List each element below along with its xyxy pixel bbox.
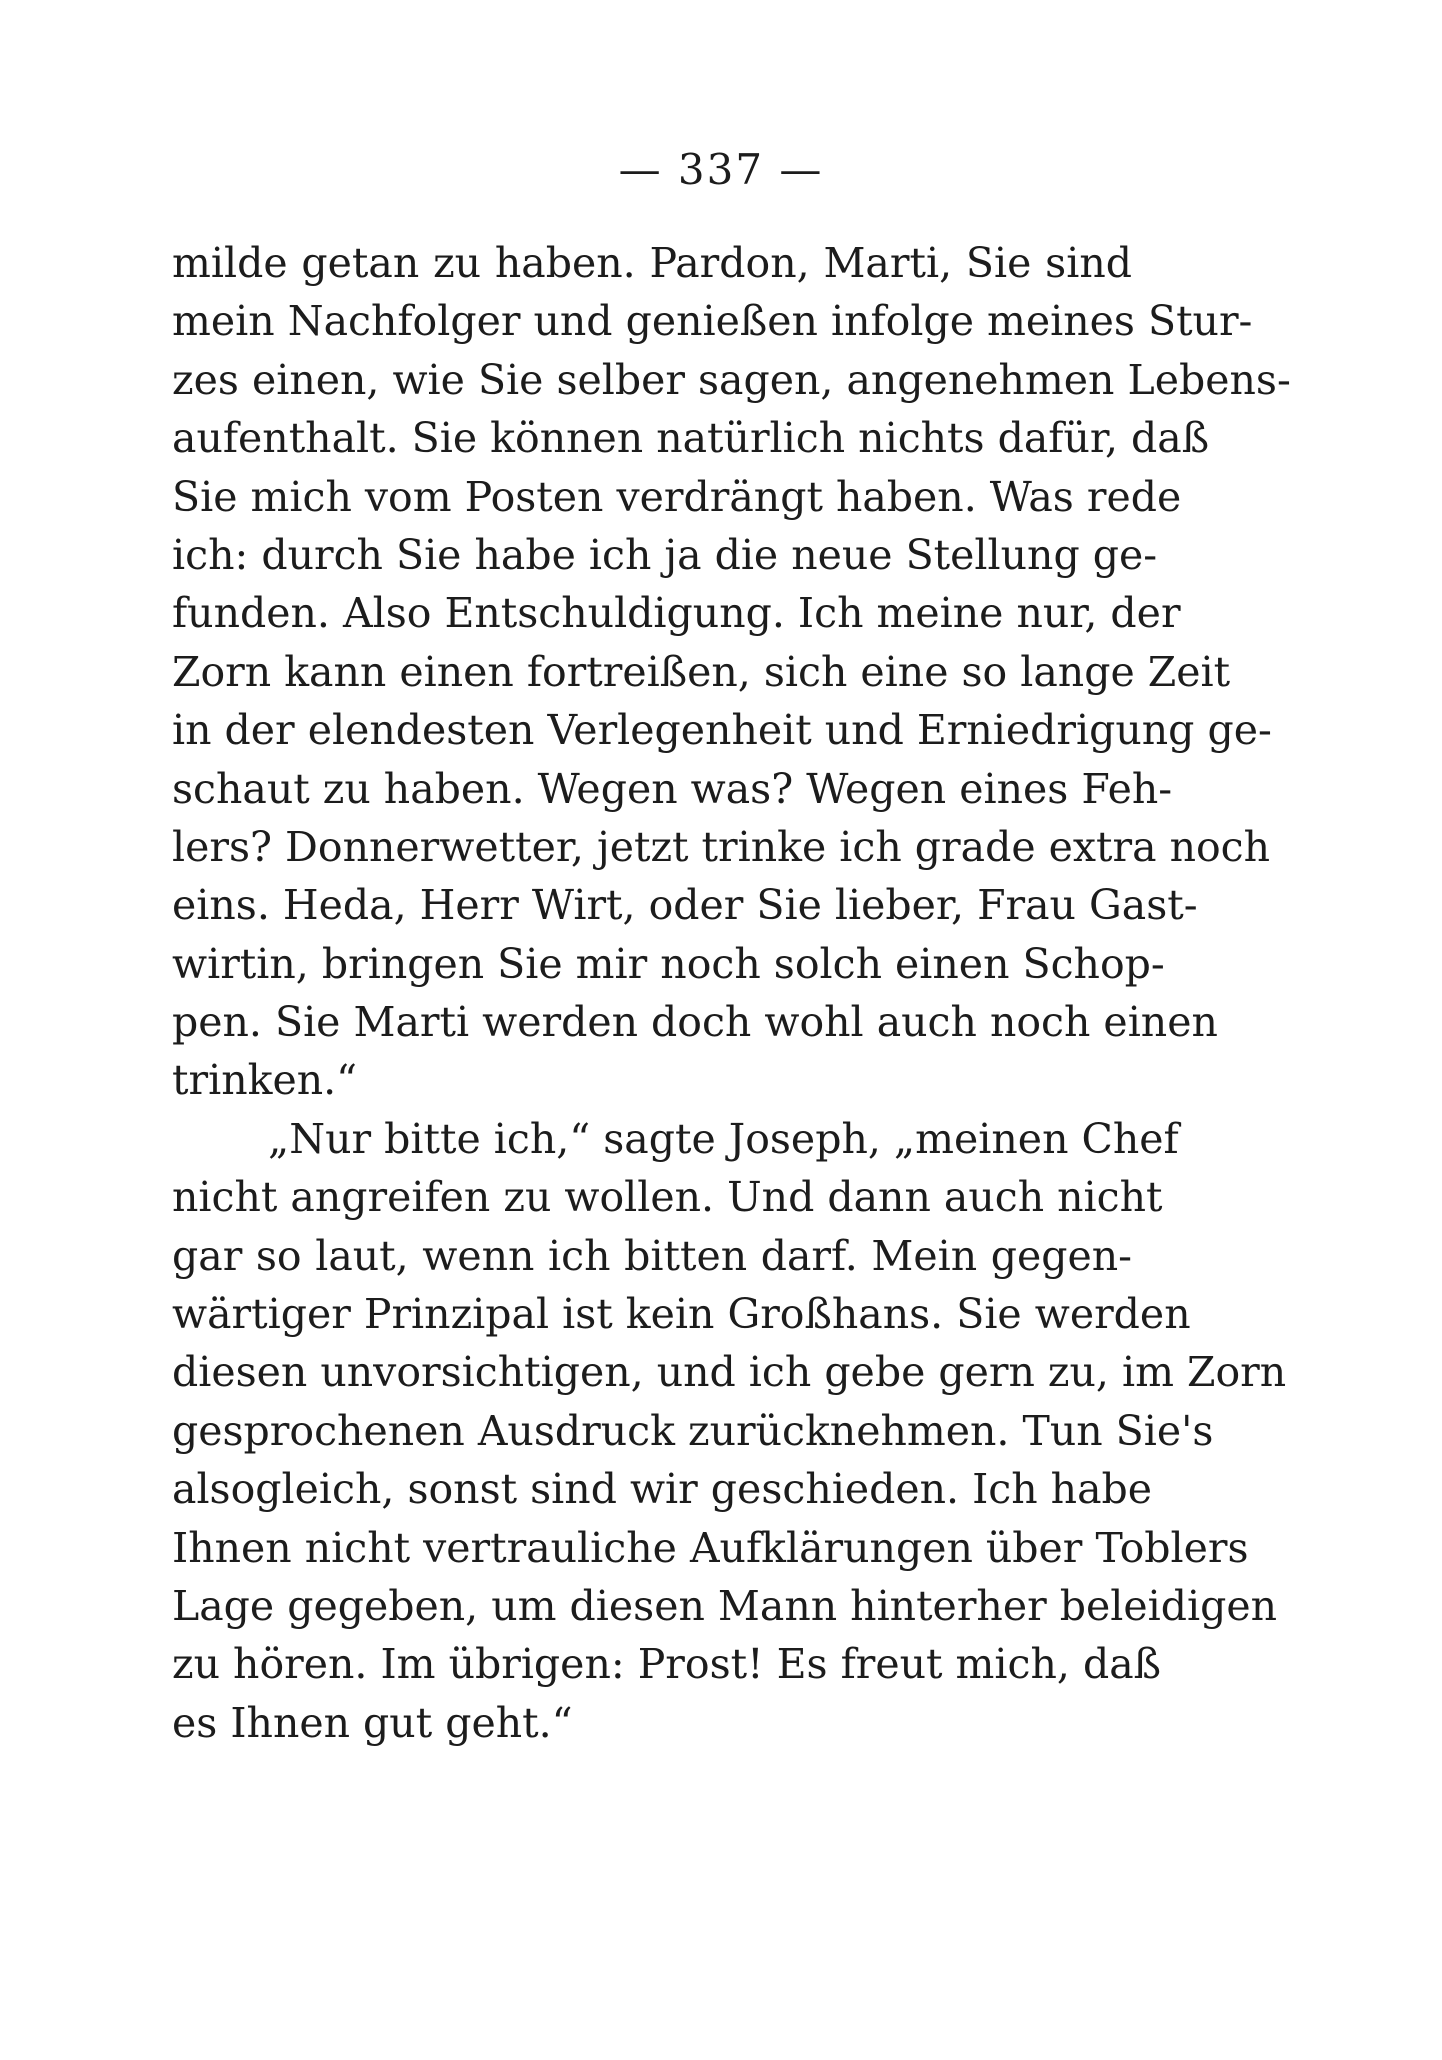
- body-text: [172, 234, 1291, 1752]
- text-line: lers? Donnerwetter, jetzt trinke ich grade extra noch: [172, 822, 1271, 871]
- text-line: gesprochenen Ausdruck zurücknehmen. Tun Sie's: [172, 1406, 1214, 1455]
- paragraph-1: [172, 234, 1291, 1110]
- text-line: wirtin, bringen Sie mir noch solch einen Schop-: [172, 939, 1165, 988]
- text-line: gar so laut, wenn ich bitten darf. Mein gegen-: [172, 1231, 1132, 1280]
- text-line: milde getan zu haben. Pardon, Marti, Sie sind: [172, 239, 1132, 287]
- text-line: ich: durch Sie habe ich ja die neue Stellung ge-: [172, 530, 1158, 579]
- paragraph-2: [172, 1110, 1287, 1752]
- text-line: zes einen, wie Sie selber sagen, angenehmen Lebens-: [172, 355, 1291, 404]
- text-line: wärtiger Prinzipal ist kein Großhans. Sie werden: [172, 1290, 1191, 1339]
- text-line: diesen unvorsichtigen, und ich gebe gern zu, im Zorn: [172, 1348, 1287, 1397]
- text-line: Zorn kann einen fortreißen, sich eine so lange Zeit: [172, 647, 1231, 696]
- text-line: trinken.“: [172, 1056, 358, 1105]
- text-line: alsogleich, sonst sind wir geschieden. Ich habe: [172, 1465, 1153, 1514]
- text-line: eins. Heda, Herr Wirt, oder Sie lieber, Frau Gast-: [172, 881, 1198, 930]
- text-line: zu hören. Im übrigen: Prost! Es freut mich, daß: [172, 1640, 1162, 1689]
- text-line: Lage gegeben, um diesen Mann hinterher beleidigen: [172, 1581, 1277, 1630]
- text-line: aufenthalt. Sie können natürlich nichts dafür, daß: [172, 414, 1210, 463]
- text-line: pen. Sie Marti werden doch wohl auch noch einen: [172, 998, 1218, 1047]
- text-line: funden. Also Entschuldigung. Ich meine nur, der: [172, 589, 1181, 638]
- text-line: in der elendesten Verlegenheit und Erniedrigung ge-: [172, 706, 1272, 755]
- text-line: „Nur bitte ich,“ sagte Joseph, „meinen Chef: [268, 1114, 1179, 1163]
- text-line: schaut zu haben. Wegen was? Wegen eines Feh-: [172, 764, 1173, 813]
- text-line: nicht angreifen zu wollen. Und dann auch nicht: [172, 1173, 1163, 1222]
- text-line: Sie mich vom Posten verdrängt haben. Was rede: [172, 472, 1182, 521]
- text-line: es Ihnen gut geht.“: [172, 1698, 573, 1747]
- text-line: Ihnen nicht vertrauliche Aufklärungen über Toblers: [172, 1523, 1249, 1572]
- text-line: mein Nachfolger und genießen infolge meines Stur-: [172, 297, 1253, 346]
- page-number: — 337 —: [618, 145, 824, 194]
